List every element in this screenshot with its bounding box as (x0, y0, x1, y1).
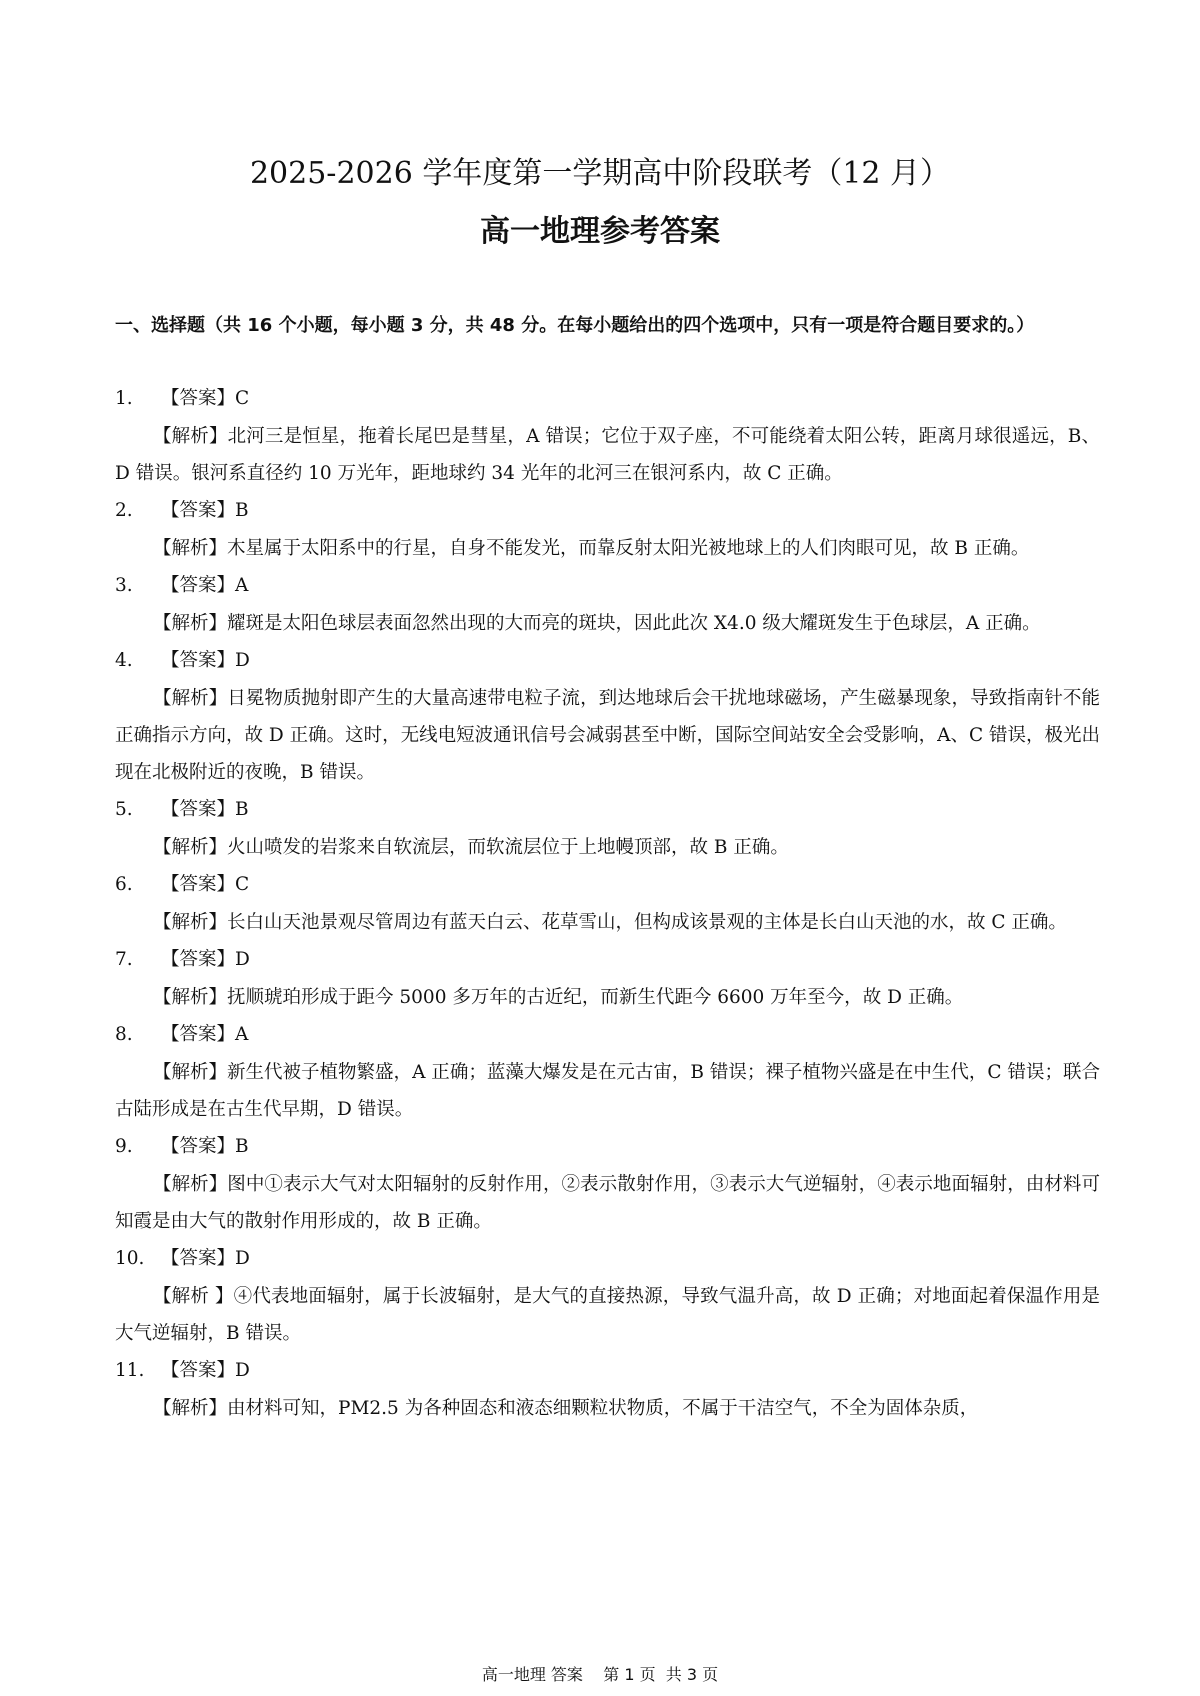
page-subtitle: 高一地理参考答案 (480, 214, 720, 249)
answer-text: 【答案】A (161, 575, 249, 596)
answer-line (115, 567, 1100, 605)
answer-line (115, 791, 1100, 829)
answer-text: 【答案】B (161, 1136, 249, 1157)
analysis-text: 【解析 】④代表地面辐射，属于长波辐射，是大气的直接热源，导致气温升高，故 D 正确；对地面起着保温作用是大气逆辐射，B 错误。 (115, 1286, 1100, 1344)
analysis-text: 【解析】日冕物质抛射即产生的大量高速带电粒子流，到达地球后会干扰地球磁场，产生磁暴现象，导致指南针不能正确指示方向，故 D 正确。这时，无线电短波通讯信号会减弱甚至中断，国际空间站安全会受影响，A、C 错误，极光出现在北极附近的夜晚，B 错误。 (115, 688, 1100, 783)
answer-text: 【答案】B (161, 500, 249, 521)
question-number: 9. (115, 1136, 133, 1157)
analysis-text: 【解析】图中①表示大气对太阳辐射的反射作用，②表示散射作用，③表示大气逆辐射，④表示地面辐射，由材料可知霞是由大气的散射作用形成的，故 B 正确。 (115, 1174, 1100, 1232)
question-list (115, 380, 1100, 1427)
answer-text: 【答案】B (161, 799, 249, 820)
analysis-text: 【解析】北河三是恒星，拖着长尾巴是彗星，A 错误；它位于双子座，不可能绕着太阳公转，距离月球很遥远，B、D 错误。银河系直径约 10 万光年，距地球约 34 光年的北河三在银河系内，故 C 正确。 (115, 426, 1100, 484)
question-number: 5. (115, 799, 133, 820)
question-item (115, 866, 1100, 941)
question-number: 7. (115, 949, 133, 970)
question-item (115, 380, 1100, 492)
question-number: 3. (115, 575, 133, 596)
analysis-text: 【解析】火山喷发的岩浆来自软流层，而软流层位于上地幔顶部，故 B 正确。 (153, 837, 789, 858)
answer-text: 【答案】A (161, 1024, 249, 1045)
question-item (115, 791, 1100, 866)
analysis-text: 【解析】由材料可知，PM2.5 为各种固态和液态细颗粒状物质，不属于干洁空气，不全为固体杂质， (153, 1398, 979, 1419)
section-heading: 一、选择题（共 16 个小题，每小题 3 分，共 48 分。在每小题给出的四个选项中，只有一项是符合题目要求的。） (115, 315, 1035, 336)
answer-text: 【答案】C (161, 388, 250, 409)
question-item (115, 492, 1100, 567)
question-item (115, 941, 1100, 1016)
question-item (115, 1128, 1100, 1240)
answer-text: 【答案】D (161, 1248, 250, 1269)
page-title: 2025-2026 学年度第一学期高中阶段联考（12 月） (249, 156, 951, 191)
question-item (115, 642, 1100, 791)
answer-text: 【答案】D (161, 1360, 250, 1381)
analysis-text: 【解析】耀斑是太阳色球层表面忽然出现的大而亮的斑块，因此此次 X4.0 级大耀斑发生于色球层，A 正确。 (153, 613, 1041, 634)
question-number: 6. (115, 874, 133, 895)
analysis-text: 【解析】抚顺琥珀形成于距今 5000 多万年的古近纪，而新生代距今 6600 万年至今，故 D 正确。 (153, 987, 964, 1008)
answer-line (115, 866, 1100, 904)
question-item (115, 1352, 1100, 1427)
question-number: 1. (115, 388, 133, 409)
question-item (115, 1240, 1100, 1352)
question-number: 11. (115, 1360, 145, 1381)
question-number: 4. (115, 650, 133, 671)
question-item (115, 1016, 1100, 1128)
answer-text: 【答案】D (161, 949, 250, 970)
page-footer: 高一地理 答案 第 1 页 共 3 页 (481, 1665, 719, 1684)
answer-text: 【答案】D (161, 650, 250, 671)
answer-line (115, 642, 1100, 680)
answer-line (115, 1352, 1100, 1390)
question-number: 2. (115, 500, 133, 521)
answer-line (115, 1128, 1100, 1166)
question-number: 8. (115, 1024, 133, 1045)
answer-line (115, 1016, 1100, 1054)
answer-line (115, 492, 1100, 530)
answer-text: 【答案】C (161, 874, 250, 895)
analysis-text: 【解析】新生代被子植物繁盛，A 正确；蓝藻大爆发是在元古宙，B 错误；裸子植物兴盛是在中生代，C 错误；联合古陆形成是在古生代早期，D 错误。 (115, 1062, 1100, 1120)
question-number: 10. (115, 1248, 145, 1269)
analysis-text: 【解析】木星属于太阳系中的行星，自身不能发光，而靠反射太阳光被地球上的人们肉眼可见，故 B 正确。 (153, 538, 1030, 559)
question-item (115, 567, 1100, 642)
answer-line (115, 941, 1100, 979)
analysis-text: 【解析】长白山天池景观尽管周边有蓝天白云、花草雪山，但构成该景观的主体是长白山天池的水，故 C 正确。 (153, 912, 1067, 933)
answer-line (115, 380, 1100, 418)
answer-line (115, 1240, 1100, 1278)
